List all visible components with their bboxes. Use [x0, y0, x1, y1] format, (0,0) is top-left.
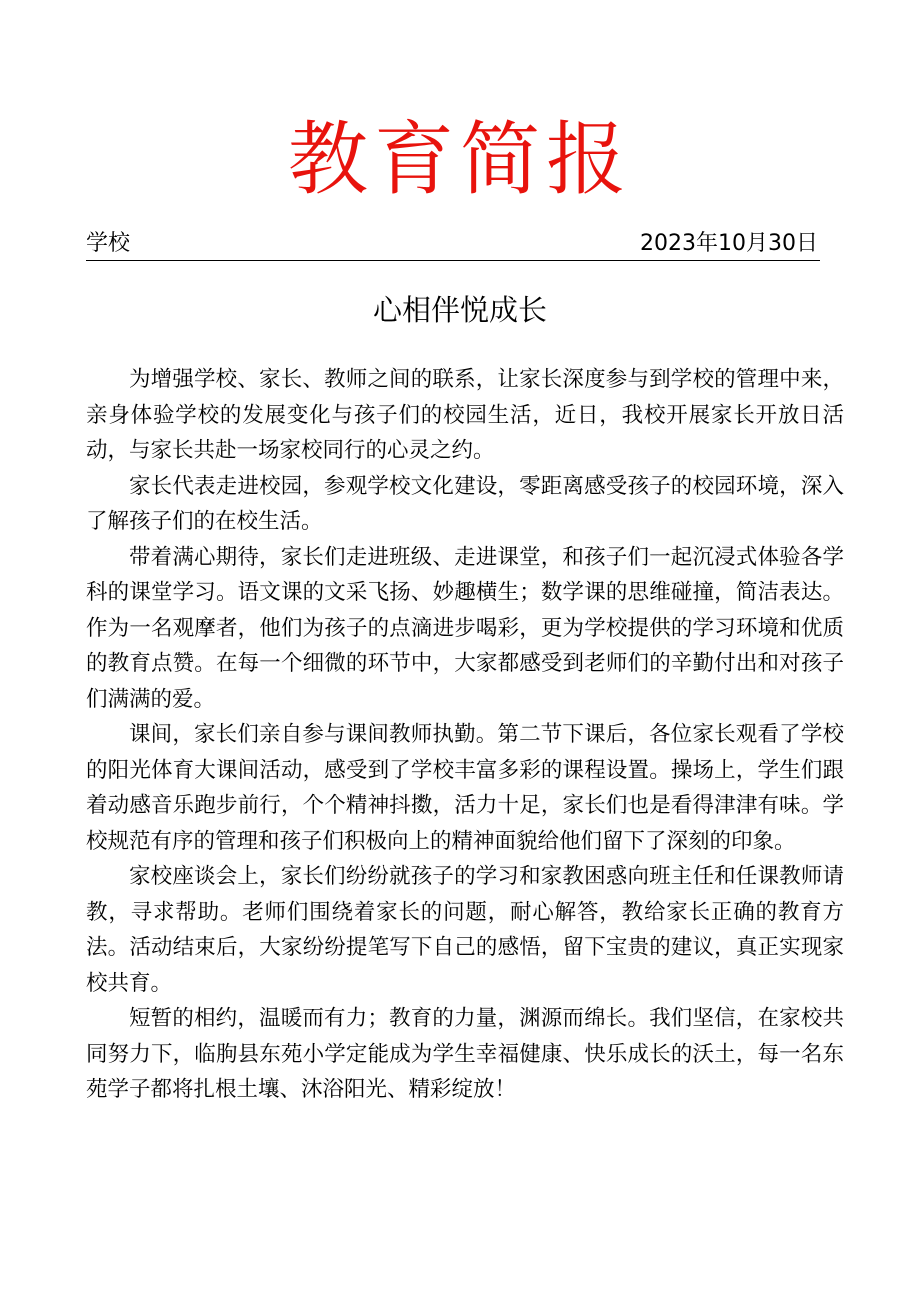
info-line: [86, 228, 820, 261]
paragraph: 为增强学校、家长、教师之间的联系，让家长深度参与到学校的管理中来，亲身体验学校的发展变化与孩子们的校园生活，近日，我校开展家长开放日活动，与家长共赴一场家校同行的心灵之约。: [86, 367, 844, 463]
paragraph: 短暂的相约，温暖而有力；教育的力量，渊源而绵长。我们坚信，在家校共同努力下，临朐县东苑小学定能成为学生幸福健康、快乐成长的沃土，每一名东苑学子都将扎根土壤、沐浴阳光、精彩绽放！: [86, 1006, 844, 1102]
article-body: [86, 362, 844, 1108]
masthead-title: 教育简报: [288, 113, 632, 206]
paragraph: 家长代表走进校园，参观学校文化建设，零距离感受孩子的校园环境，深入了解孩子们的在校生活。: [86, 473, 844, 534]
article-headline: 心相伴悦成长: [372, 293, 547, 327]
paragraph: 课间，家长们亲自参与课间教师执勤。第二节下课后，各位家长观看了学校的阳光体育大课间活动，感受到了学校丰富多彩的课程设置。操场上，学生们跟着动感音乐跑步前行，个个精神抖擞，活力十足，家长们也是看得津津有味。学校规范有序的管理和孩子们积极向上的精神面貌给他们留下了深刻的印象。: [86, 722, 844, 854]
school-label: 学校: [86, 231, 131, 256]
paragraph: 带着满心期待，家长们走进班级、走进课堂，和孩子们一起沉浸式体验各学科的课堂学习。语文课的文采飞扬、妙趣横生；数学课的思维碰撞，简洁表达。作为一名观摩者，他们为孩子的点滴进步喝彩，更为学校提供的学习环境和优质的教育点赞。在每一个细微的环节中，大家都感受到老师们的辛勤付出和对孩子们满满的爱。: [86, 544, 844, 712]
issue-date: 2023年10月30日: [640, 231, 818, 256]
paragraph: 家校座谈会上，家长们纷纷就孩子的学习和家教困惑向班主任和任课教师请教，寻求帮助。老师们围绕着家长的问题，耐心解答，教给家长正确的教育方法。活动结束后，大家纷纷提笔写下自己的感悟，留下宝贵的建议，真正实现家校共育。: [86, 864, 844, 996]
